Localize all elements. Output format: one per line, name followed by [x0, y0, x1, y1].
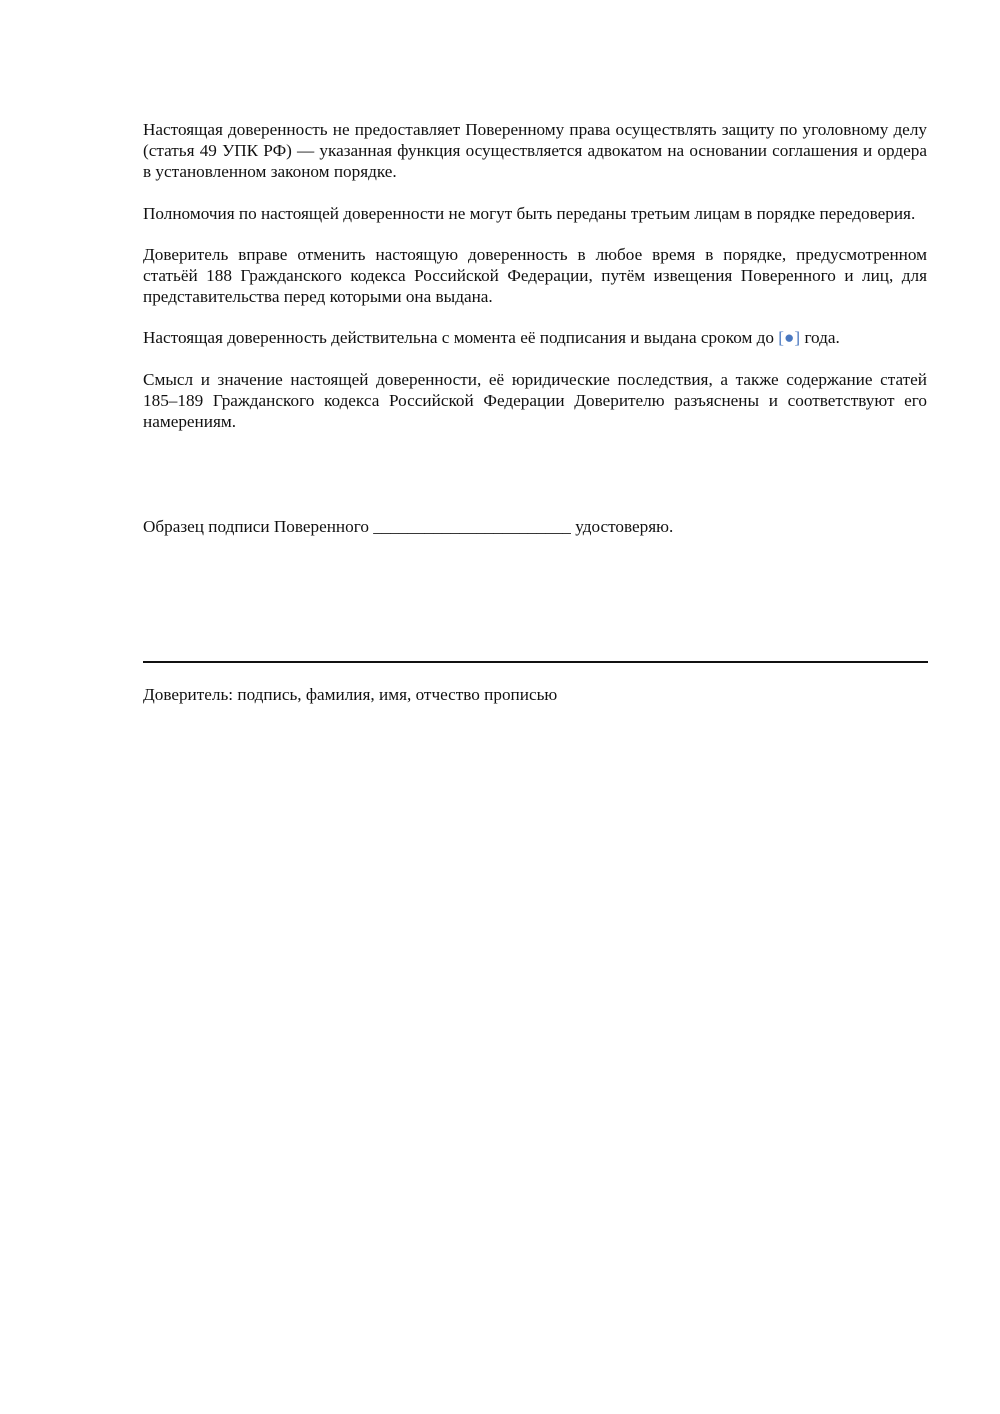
validity-suffix: года.: [804, 328, 840, 348]
paragraph-validity-term: [143, 327, 927, 348]
signature-sample-blank: _______________________: [373, 517, 571, 536]
paragraph-criminal-defense-exclusion: Настоящая доверенность не предоставляет Поверенному права осуществлять защиту по уголовному делу (статья 49 УПК РФ) — указанная функция осуществляется адвокатом на основании соглашения и ордера в установленном законом порядке.: [143, 120, 927, 182]
paragraph-revocation: Доверитель вправе отменить настоящую доверенность в любое время в порядке, предусмотренном статьёй 188 Гражданского кодекса Российской Федерации, путём извещения Поверенного и лиц, для представительства перед которыми она выдана.: [143, 244, 927, 307]
validity-text: Настоящая доверенность действительна с момента её подписания и выдана сроком до: [143, 328, 774, 348]
paragraph-no-substitution: Полномочия по настоящей доверенности не могут быть переданы третьим лицам в порядке передоверия.: [143, 203, 916, 223]
validity-date-placeholder: [●]: [778, 328, 801, 348]
paragraph-explanation: Смысл и значение настоящей доверенности, её юридические последствия, а также содержание статей 185–189 Гражданского кодекса Российской Федерации Доверителю разъяснены и соответствуют его намерениям.: [143, 369, 927, 432]
signature-rule: [143, 661, 928, 663]
signature-sample-label: Образец подписи Поверенного: [143, 517, 369, 536]
signature-caption: Доверитель: подпись, фамилия, имя, отчество прописью: [143, 685, 558, 704]
signature-sample-line: [143, 516, 927, 537]
signature-sample-suffix: удостоверяю.: [575, 517, 674, 536]
document-body: [143, 119, 927, 452]
